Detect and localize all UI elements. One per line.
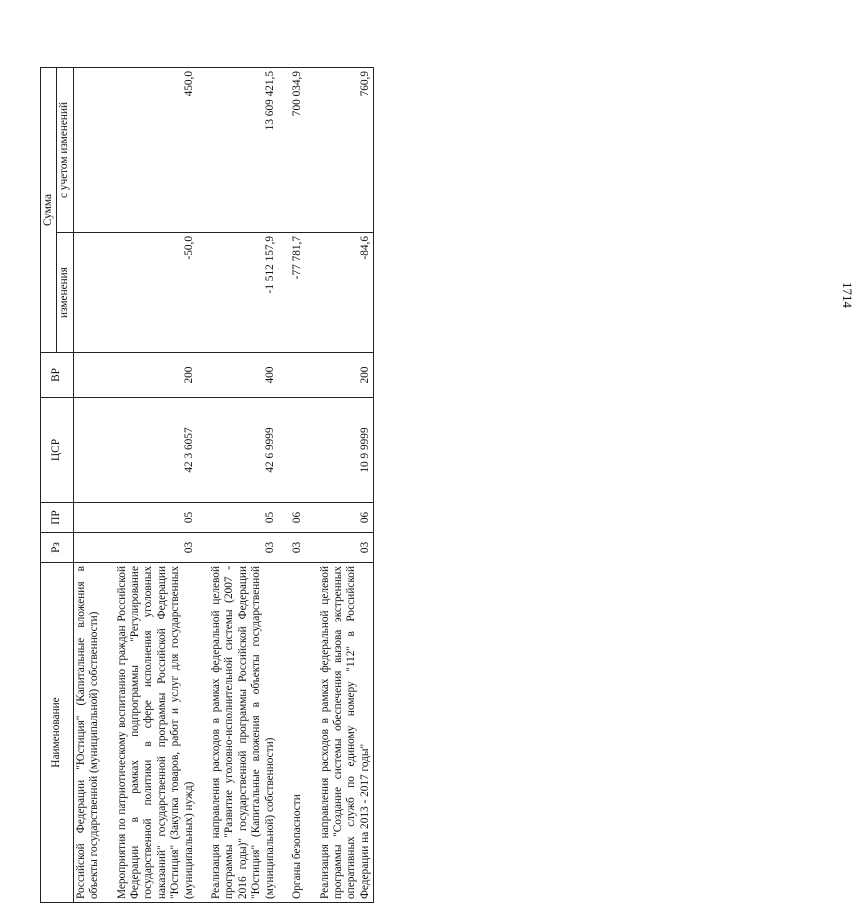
table-row [115,68,197,903]
row-total: 13 609 421,5 [209,68,278,233]
row-change [73,233,102,353]
row-pr: 06 [290,503,305,533]
table-row [290,68,305,903]
table-row [318,68,374,903]
row-total: 760,9 [318,68,374,233]
row-name: Реализация направления расходов в рамках федеральной целевой программы "Создание системы обеспечения вызова экстренных оперативных служб по единому номеру "112" в Российской Федерации на 2013 - 2017 годы" [318,563,374,903]
header-csr: ЦСР [41,398,74,503]
row-vr [73,353,102,398]
row-rz: 03 [290,533,305,563]
row-vr: 200 [115,353,197,398]
row-rz [73,533,102,563]
header-rz: Рз [41,533,74,563]
header-with-changes: с учетом изменений [57,68,73,233]
header-changes: изменения [57,233,73,353]
table-row [209,68,278,903]
row-csr: 42 6 9999 [209,398,278,503]
row-pr: 05 [115,503,197,533]
header-vr: ВР [41,353,74,398]
row-change: -77 781,7 [290,233,305,353]
row-csr [290,398,305,503]
row-pr: 06 [318,503,374,533]
row-vr: 200 [318,353,374,398]
row-rz: 03 [318,533,374,563]
row-change: -84,6 [318,233,374,353]
row-total: 700 034,9 [290,68,305,233]
budget-table [40,67,374,903]
row-name: Органы безопасности [290,563,305,903]
row-csr: 10 9 9999 [318,398,374,503]
rotated-table-wrapper [40,68,570,903]
row-csr: 42 3 6057 [115,398,197,503]
row-rz: 03 [209,533,278,563]
row-vr [290,353,305,398]
row-name: Мероприятия по патриотическому воспитанию граждан Российской Федерации в рамках подпрограммы "Регулирование государственной политики в сфере исполнения уголовных наказаний" государственной программы Российской Федерации "Юстиция" (Закупка товаров, работ и услуг для государственных (муниципальных) нужд) [115,563,197,903]
row-name: Реализация направления расходов в рамках федеральной целевой программы "Развитие уголовно-исполнительной системы (2007 - 2016 годы)" государственной программы Российской Федерации "Юстиция" (Капитальные вложения в объекты государственной (муниципальной) собственности) [209,563,278,903]
row-change: -50,0 [115,233,197,353]
row-name: Российской Федерации "Юстиция" (Капитальные вложения в объекты государственной (муниципальной) собственности) [73,563,102,903]
row-csr [73,398,102,503]
row-pr: 05 [209,503,278,533]
header-pr: ПР [41,503,74,533]
row-total: 450,0 [115,68,197,233]
page-number: 1714 [840,282,855,308]
row-rz: 03 [115,533,197,563]
header-sum: Сумма [41,68,57,353]
row-pr [73,503,102,533]
row-change: -1 512 157,9 [209,233,278,353]
row-total [73,68,102,233]
row-vr: 400 [209,353,278,398]
table-row [73,68,102,903]
header-name: Наименование [41,563,74,903]
